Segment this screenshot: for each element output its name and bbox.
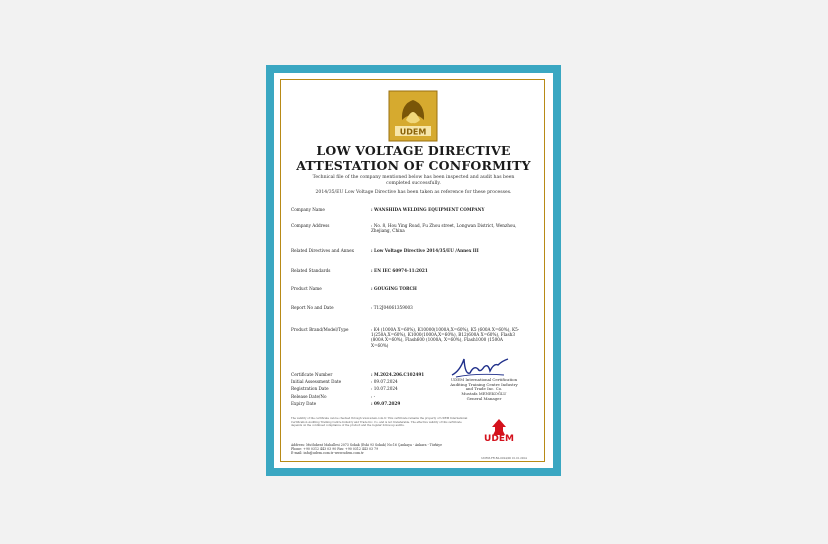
field-value: : GOUGING TORCH: [371, 286, 417, 291]
field-value: : T12J04061359003: [371, 305, 413, 310]
field-label: Company Address: [291, 223, 330, 228]
field-value: : No. 8, Hou Ying Road, Fu Zhou street, Longwan District, Wenzhou, Zhejiang, China: [371, 223, 517, 234]
certificate-paper: [274, 73, 553, 468]
udem-gold-logo: [388, 90, 438, 142]
certificate-meta-row: [291, 401, 400, 407]
udem-logo-text: UDEM: [399, 127, 427, 137]
validity-fine-print: The validity of the certificate can be checked through www.udem.com.tr. This certificate remains the property of UDEM International Certification Auditing Training Centre Industry and Trade Inc. Co. and is not transferable. The effective validity of this certificate depends on the continued compliance of the product and the regular follow-up audits.: [291, 417, 468, 427]
field-label: Report No and Date: [291, 305, 334, 310]
meta-value: : 09.07.2024: [371, 379, 398, 385]
meta-label: Release Date/No: [291, 393, 327, 399]
field-value: : EN IEC 60974-11:2021: [371, 268, 428, 273]
field-label: Product Brand/Model/Type: [291, 327, 349, 332]
certificate-title-line1: LOW VOLTAGE DIRECTIVE: [316, 143, 511, 158]
meta-value: : 10.07.2024: [371, 386, 398, 392]
meta-value: : M.2024.206.C102491: [371, 372, 425, 377]
signatory-name: Mustafa MENEKOĞLU: [461, 391, 507, 397]
signatory-title: General Manager: [466, 395, 502, 401]
certificate-title-line2: ATTESTATION OF CONFORMITY: [296, 158, 531, 173]
meta-label: Certificate Number: [291, 372, 333, 377]
address-text: Address: Mutlukent Mahallesi 2073 Sokak (Eski 93 Sokak) No:16 Çankaya - Ankara - Türkiye: [291, 443, 442, 447]
meta-label: Expiry Date: [291, 400, 317, 406]
field-label: Company Name: [291, 207, 325, 212]
certificate-meta-row: [291, 394, 375, 400]
certificate-meta-row: [291, 386, 398, 392]
signatory-block: [439, 378, 529, 402]
field-label: Related Standards: [291, 268, 331, 273]
field-value: : K4 (1000A X=60%), K10000(1000A,X=60%), K5 (600A X=60%), K5-1(250A,X=60%), K1000(1000A,X=60%), B12(600A X=60%), Flash3 (800A X=60%), Flash600 (1000A, X=60%), Flash1000 (1500A X=60%): [371, 327, 520, 348]
email-text: E-mail: info@udem.com.tr www.udem.com.tr: [291, 451, 364, 456]
signatory-line: and Trade Inc. Co.: [465, 386, 503, 392]
meta-label: Initial Assessment Date: [291, 379, 342, 385]
phone-text: Phone: +90 0312 443 03 90 Fax: +90 0312 443 03 79: [291, 447, 379, 452]
certificate-meta-row: [291, 372, 424, 378]
udem-red-logo-text: UDEM: [484, 434, 514, 444]
form-code: UDEM-FR-RA-0024/00 01.01.2024: [481, 457, 527, 460]
directive-reference-text: 2014/35/EU Low Voltage Directive has been taken as reference for these processes.: [315, 190, 512, 195]
intro-text: Technical file of the company mentioned below has been inspected and audit has been completed successfully.: [312, 175, 515, 186]
signatory-line: Auditing Training Centre Industry: [450, 381, 518, 387]
field-label: Product Name: [291, 286, 322, 291]
certificate-meta-row: [291, 379, 398, 385]
field-value: : WANSHIDA WELDING EQUIPMENT COMPANY: [371, 207, 485, 212]
field-label: Related Directives and Annex: [291, 248, 354, 253]
signatory-line: UDEM International Certification: [450, 377, 518, 382]
certificate-frame: [266, 65, 561, 476]
field-value: : Low Voltage Directive 2014/35/EU /Annex III: [371, 248, 479, 253]
meta-value: : 09.07.2029: [371, 400, 401, 406]
meta-value: : -: [371, 393, 376, 399]
contact-block: [291, 443, 481, 456]
meta-label: Registration Date: [291, 386, 329, 392]
